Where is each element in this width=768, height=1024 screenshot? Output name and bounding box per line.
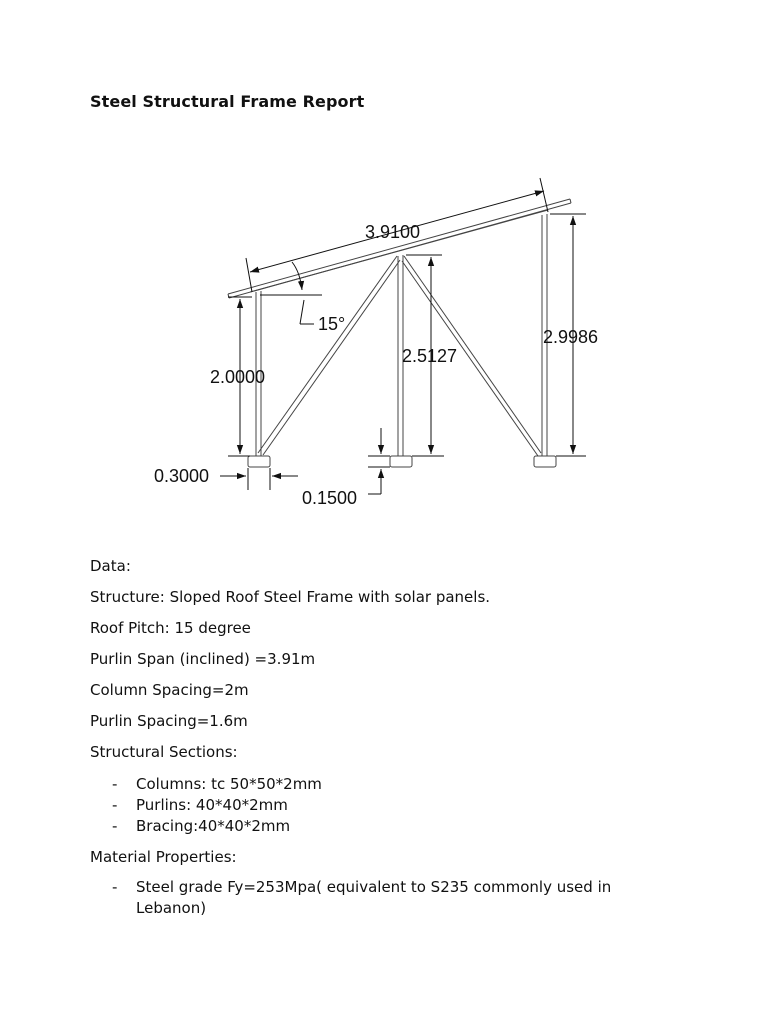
dim-middle-height-label: 2.5127: [402, 346, 458, 366]
data-line-purlin-span: Purlin Span (inclined) =3.91m: [90, 650, 316, 668]
data-line-column-spacing: Column Spacing=2m: [90, 681, 249, 699]
frame-drawing-svg: [140, 150, 630, 550]
data-heading: Data:: [90, 557, 131, 575]
list-item: [90, 877, 768, 919]
data-line-purlin-spacing: Purlin Spacing=1.6m: [90, 712, 248, 730]
material-steel-grade: Steel grade Fy=253Mpa( equivalent to S235 commonly used in Lebanon): [136, 878, 612, 917]
left-footing: [248, 456, 270, 467]
bullet-dash: -: [112, 775, 118, 793]
dim-angle-label: 15°: [318, 314, 346, 334]
report-title: Steel Structural Frame Report: [90, 92, 365, 111]
section-bracing: Bracing:40*40*2mm: [136, 817, 291, 835]
dim-right-height-label: 2.9986: [543, 327, 599, 347]
bullet-dash: -: [112, 878, 118, 896]
dim-footing-height: [368, 428, 390, 494]
list-item: [90, 816, 322, 837]
materials-list: [90, 877, 768, 919]
bullet-dash: -: [112, 796, 118, 814]
frame-drawing: [140, 150, 630, 550]
section-columns: Columns: tc 50*50*2mm: [136, 775, 322, 793]
dim-footing-width-label: 0.3000: [154, 466, 210, 486]
data-line-roof-pitch: Roof Pitch: 15 degree: [90, 619, 251, 637]
right-footing: [534, 456, 556, 467]
bullet-dash: -: [112, 817, 118, 835]
list-item: [90, 774, 322, 795]
dim-angle: [260, 262, 322, 324]
sections-heading: Structural Sections:: [90, 743, 238, 761]
material-heading: Material Properties:: [90, 848, 237, 866]
dim-left-height-label: 2.0000: [210, 367, 266, 387]
footings: [248, 456, 556, 467]
data-line-structure: Structure: Sloped Roof Steel Frame with solar panels.: [90, 588, 491, 606]
sections-list: [90, 774, 322, 837]
list-item: [90, 795, 322, 816]
roof-purlin: [228, 199, 571, 298]
dim-footing-height-label: 0.1500: [302, 488, 358, 508]
middle-footing: [390, 456, 412, 467]
dim-footing-width: [220, 468, 298, 490]
dim-purlin-span-label: 3.9100: [365, 222, 421, 242]
left-bracing: [258, 256, 400, 455]
section-purlins: Purlins: 40*40*2mm: [136, 796, 288, 814]
